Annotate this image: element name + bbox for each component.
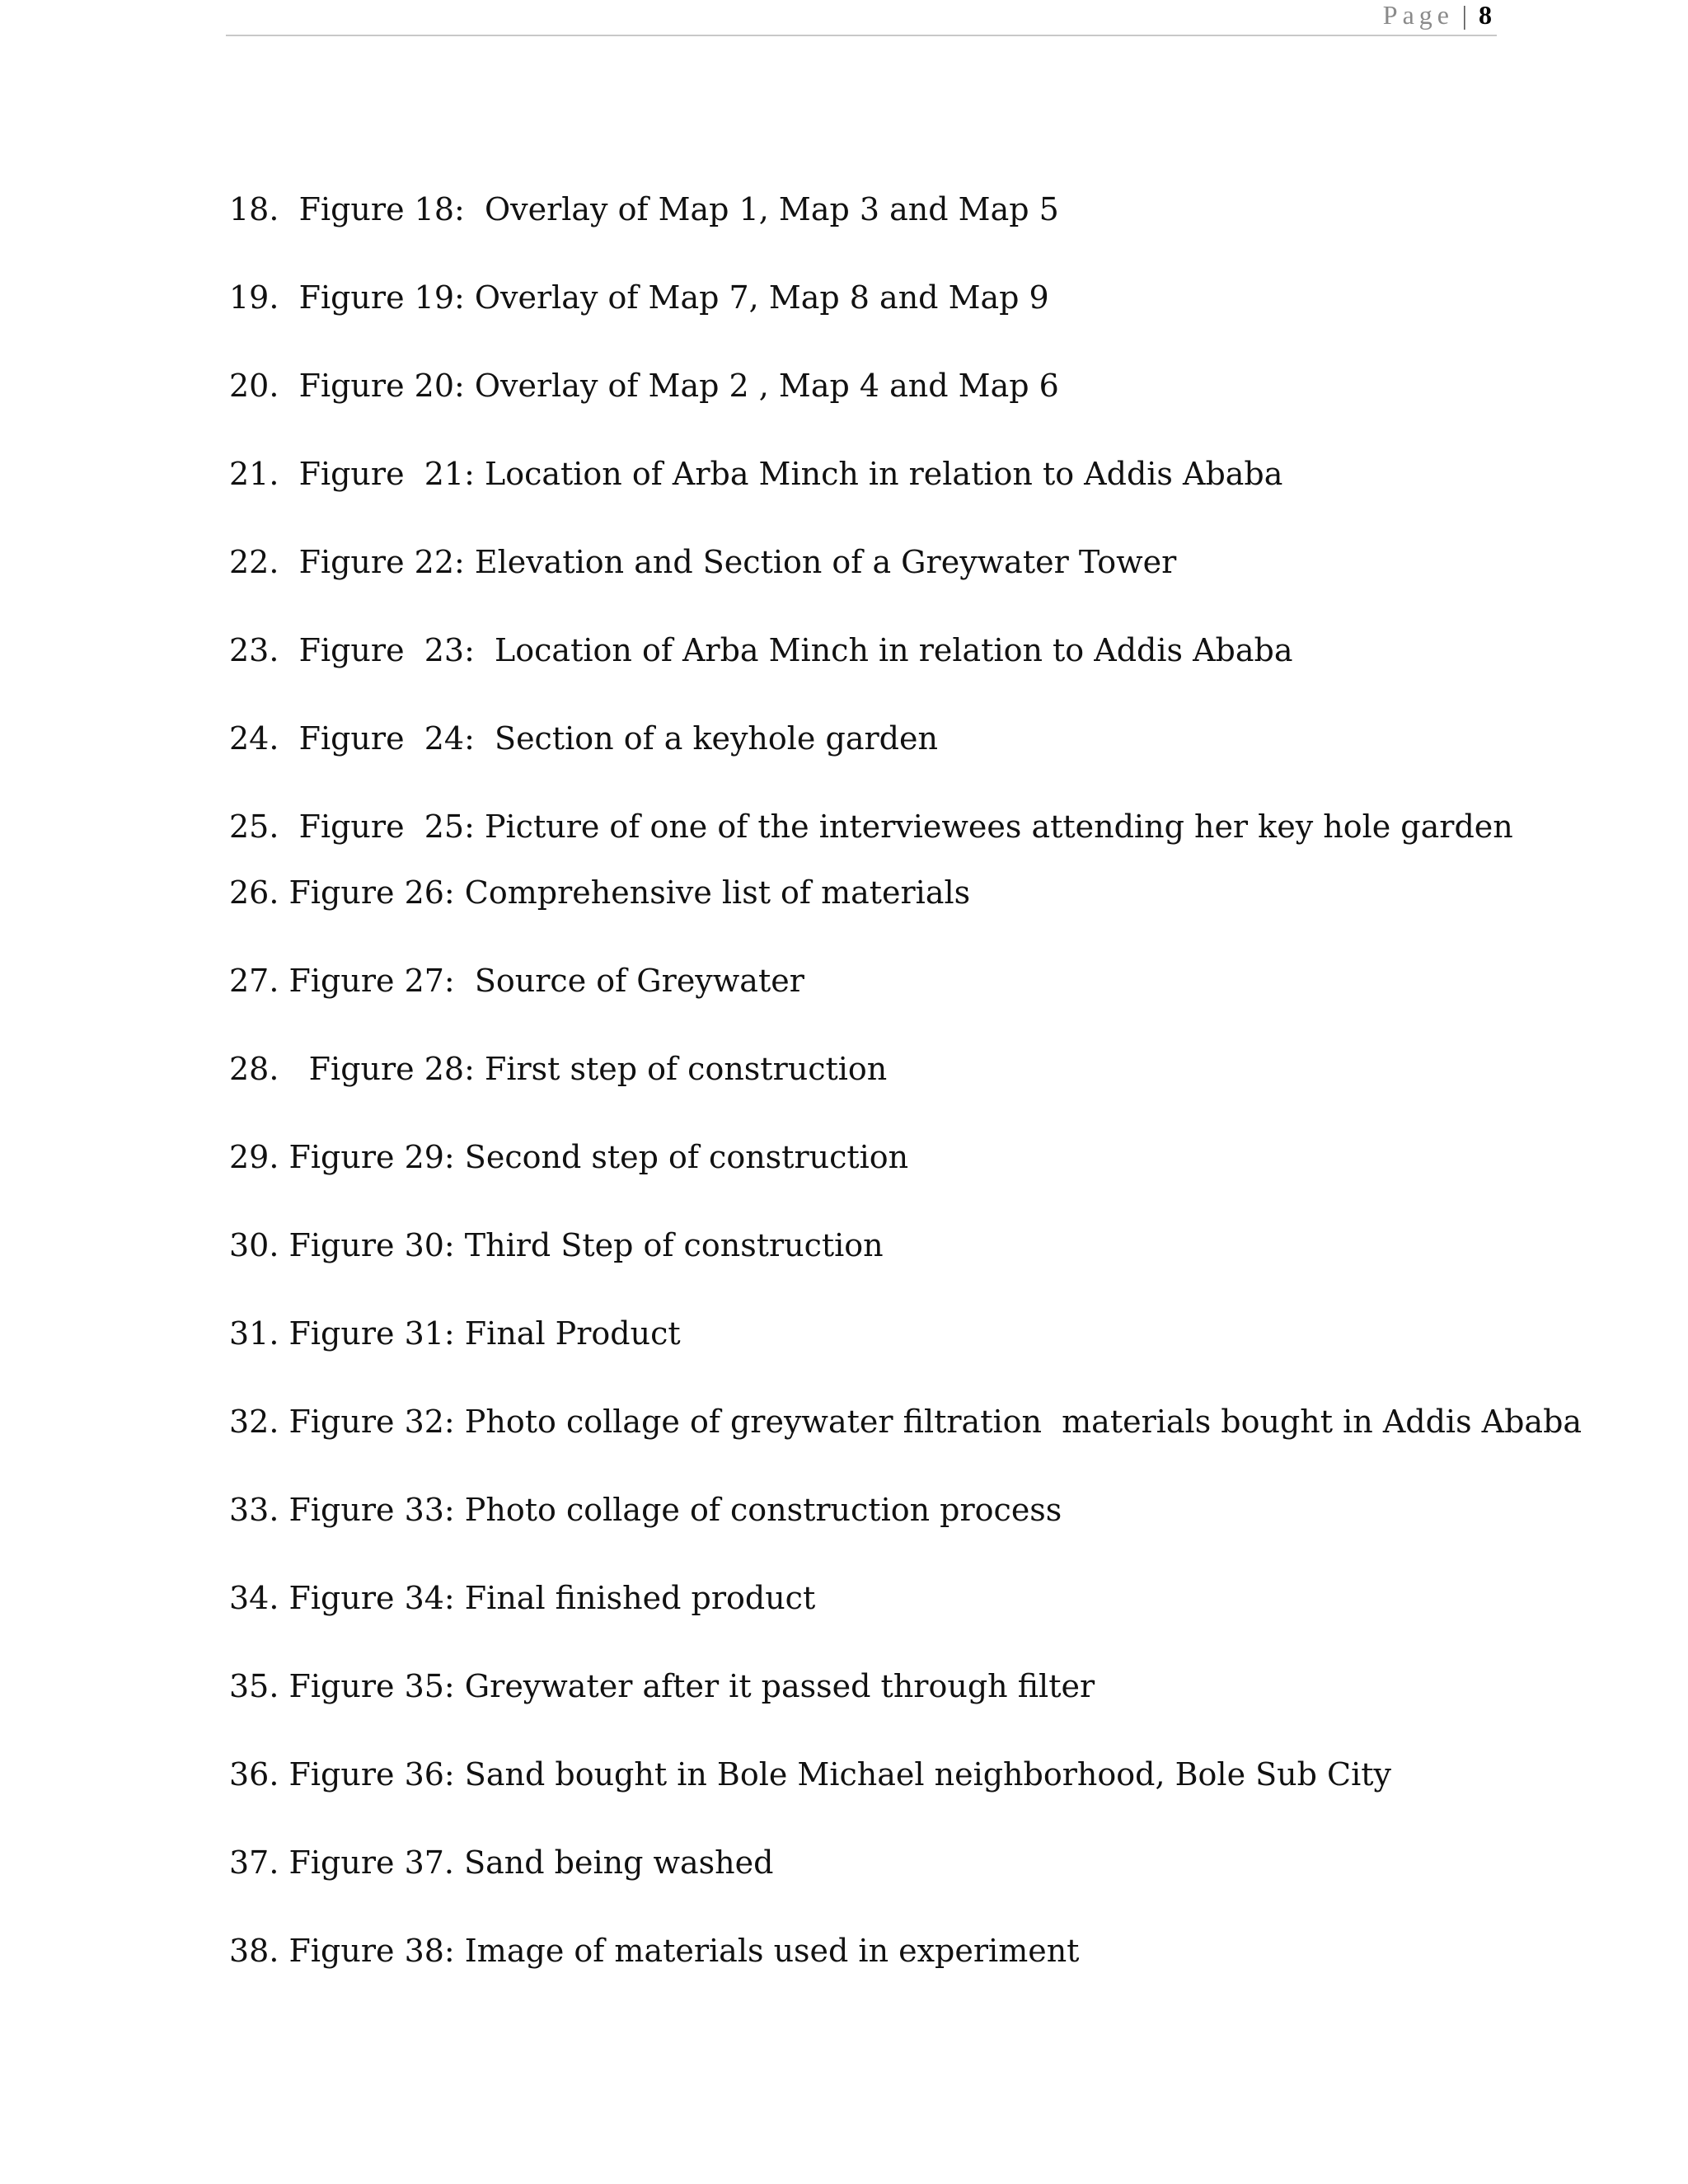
list-item: 34. Figure 34: Final finished product xyxy=(229,1580,816,1616)
list-item: 27. Figure 27: Source of Greywater xyxy=(229,963,804,999)
list-item: 35. Figure 35: Greywater after it passed through filter xyxy=(229,1668,1095,1704)
list-item: 36. Figure 36: Sand bought in Bole Michael neighborhood, Bole Sub City xyxy=(229,1756,1392,1793)
list-item: 18. Figure 18: Overlay of Map 1, Map 3 and Map 5 xyxy=(229,191,1059,227)
list-item: 25. Figure 25: Picture of one of the interviewees attending her key hole garden xyxy=(229,808,1513,845)
page-header xyxy=(226,0,1497,36)
list-item: 30. Figure 30: Third Step of construction xyxy=(229,1227,884,1263)
list-item: 38. Figure 38: Image of materials used in experiment xyxy=(229,1933,1080,1969)
page-separator: | xyxy=(1461,0,1467,30)
page-label: Page xyxy=(1382,0,1454,30)
list-item: 33. Figure 33: Photo collage of construction process xyxy=(229,1492,1062,1528)
page-number: 8 xyxy=(1479,0,1492,30)
list-item: 24. Figure 24: Section of a keyhole garden xyxy=(229,720,938,757)
list-item: 29. Figure 29: Second step of construction xyxy=(229,1139,909,1175)
list-item: 19. Figure 19: Overlay of Map 7, Map 8 and Map 9 xyxy=(229,279,1049,316)
list-item: 26. Figure 26: Comprehensive list of materials xyxy=(229,874,971,911)
list-item: 32. Figure 32: Photo collage of greywater filtration materials bought in Addis Ababa xyxy=(229,1404,1582,1440)
list-item: 23. Figure 23: Location of Arba Minch in relation to Addis Ababa xyxy=(229,632,1293,668)
list-item: 37. Figure 37. Sand being washed xyxy=(229,1844,774,1881)
list-item: 22. Figure 22: Elevation and Section of a Greywater Tower xyxy=(229,544,1177,580)
list-item: 20. Figure 20: Overlay of Map 2 , Map 4 and Map 6 xyxy=(229,368,1059,404)
list-item: 21. Figure 21: Location of Arba Minch in relation to Addis Ababa xyxy=(229,456,1283,492)
list-item: 31. Figure 31: Final Product xyxy=(229,1315,681,1352)
list-item: 28. Figure 28: First step of construction xyxy=(229,1051,888,1087)
